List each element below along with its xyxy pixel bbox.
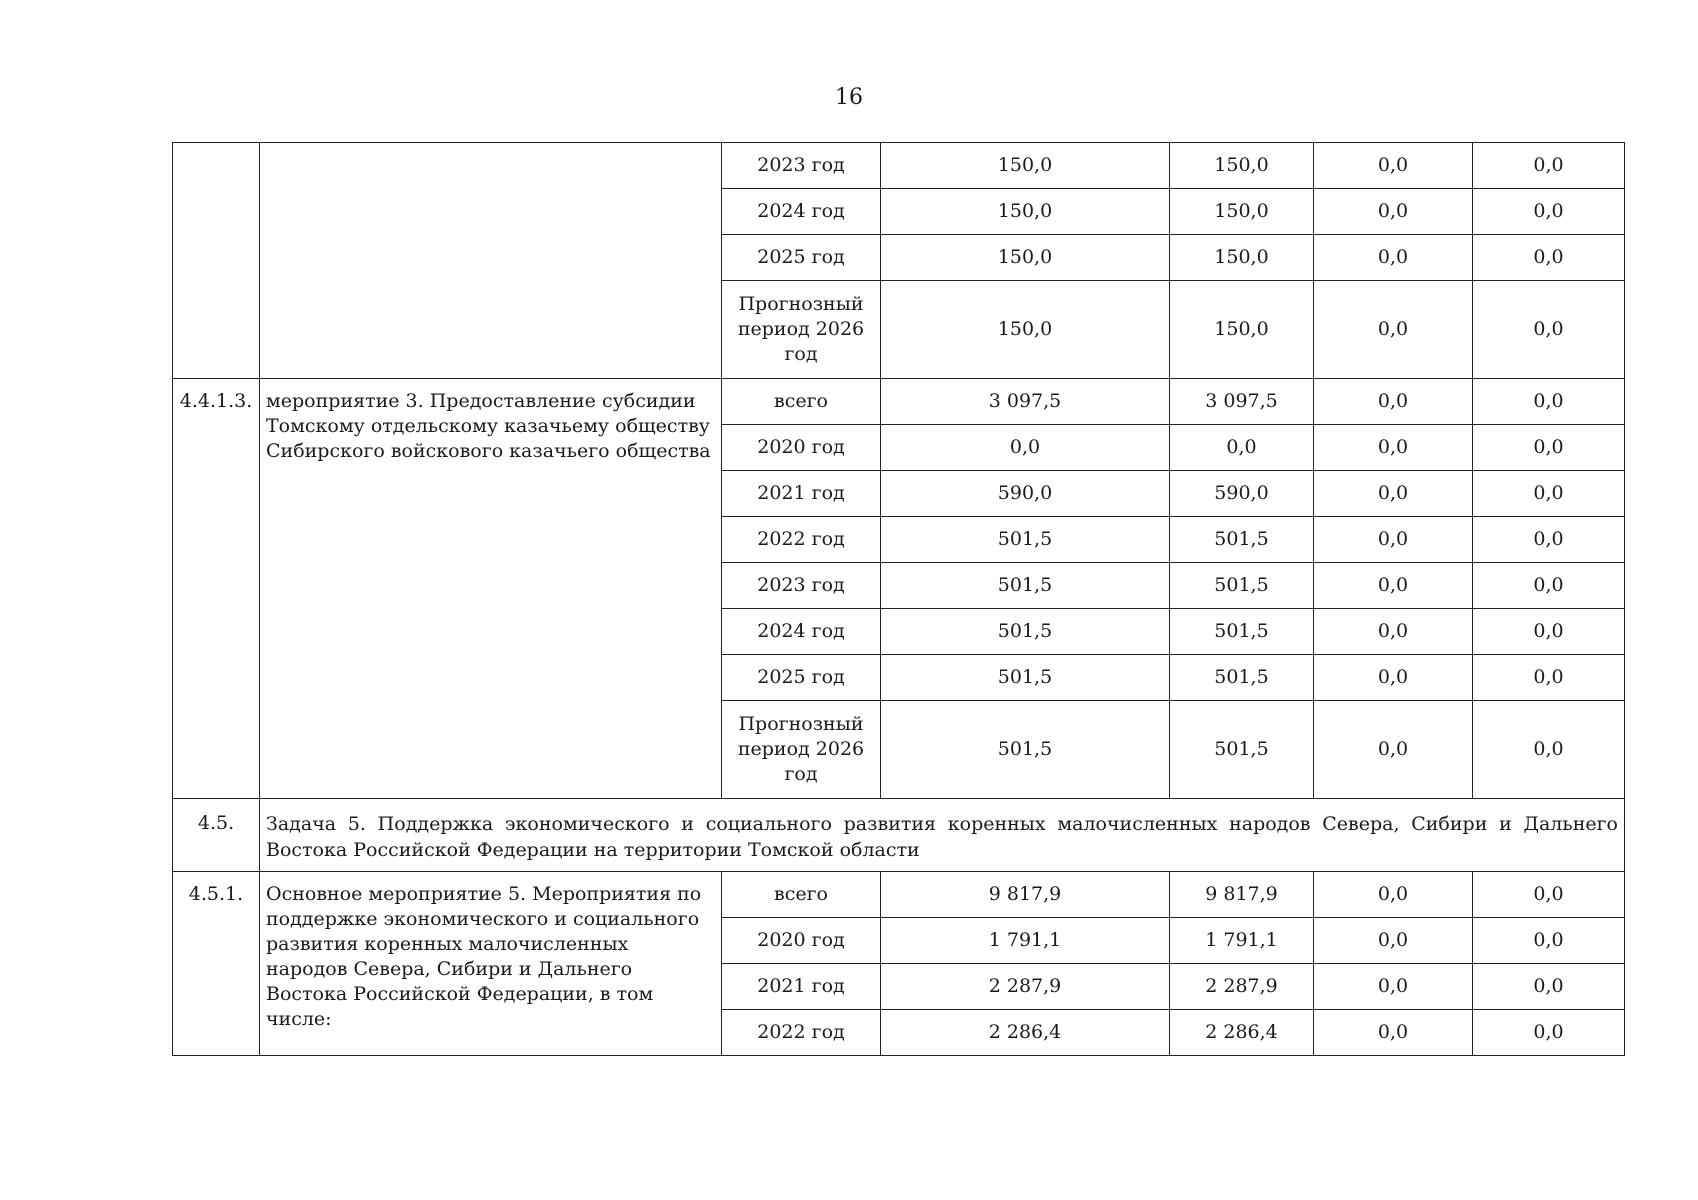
value-cell: 0,0 [1314,701,1473,799]
total-cell: 2 286,4 [881,1010,1170,1056]
period-cell: 2022 год [722,517,881,563]
item-number: 4.5.1. [173,872,260,1056]
table-row [173,379,1625,425]
value-cell: 150,0 [1170,235,1314,281]
total-cell: 501,5 [881,655,1170,701]
period-cell: 2023 год [722,143,881,189]
value-cell: 501,5 [1170,655,1314,701]
value-cell: 150,0 [1170,189,1314,235]
value-cell: 0,0 [1314,918,1473,964]
task-title: Задача 5. Поддержка экономического и социального развития коренных малочисленных народов Севера, Сибири и Дальнего Востока Российской Федерации на территории Томской области [260,799,1625,872]
program-financing-table [172,142,1625,1056]
table-body [173,143,1625,1056]
value-cell: 501,5 [1170,563,1314,609]
period-cell: всего [722,872,881,918]
period-cell: 2021 год [722,471,881,517]
value-cell: 0,0 [1314,1010,1473,1056]
value-cell: 0,0 [1473,471,1625,517]
value-cell: 0,0 [1314,143,1473,189]
value-cell: 1 791,1 [1170,918,1314,964]
value-cell: 0,0 [1314,563,1473,609]
value-cell: 0,0 [1314,235,1473,281]
value-cell: 0,0 [1473,189,1625,235]
value-cell: 0,0 [1473,379,1625,425]
task-number: 4.5. [173,799,260,872]
total-cell: 150,0 [881,189,1170,235]
table-row-task [173,799,1625,872]
total-cell: 501,5 [881,563,1170,609]
period-cell: Прогнозный период 2026 год [722,281,881,379]
value-cell: 0,0 [1473,655,1625,701]
total-cell: 3 097,5 [881,379,1170,425]
value-cell: 0,0 [1473,235,1625,281]
period-cell: 2024 год [722,189,881,235]
item-name: Основное мероприятие 5. Мероприятия по поддержке экономического и социального развития коренных малочисленных народов Севера, Сибири и Дальнего Востока Российской Федерации, в том числе: [260,872,722,1056]
value-cell: 501,5 [1170,701,1314,799]
value-cell: 0,0 [1314,872,1473,918]
item-number: 4.4.1.3. [173,379,260,799]
value-cell: 0,0 [1473,964,1625,1010]
value-cell: 0,0 [1314,517,1473,563]
value-cell: 0,0 [1314,379,1473,425]
period-cell: Прогнозный период 2026 год [722,701,881,799]
value-cell: 0,0 [1473,563,1625,609]
value-cell: 590,0 [1170,471,1314,517]
table-row [173,872,1625,918]
value-cell: 0,0 [1473,143,1625,189]
value-cell: 501,5 [1170,609,1314,655]
period-cell: 2025 год [722,655,881,701]
total-cell: 0,0 [881,425,1170,471]
value-cell: 0,0 [1314,964,1473,1010]
total-cell: 1 791,1 [881,918,1170,964]
value-cell: 0,0 [1473,701,1625,799]
value-cell: 0,0 [1473,425,1625,471]
total-cell: 150,0 [881,143,1170,189]
item-number [173,143,260,379]
value-cell: 3 097,5 [1170,379,1314,425]
value-cell: 150,0 [1170,143,1314,189]
value-cell: 0,0 [1473,281,1625,379]
item-name [260,143,722,379]
total-cell: 9 817,9 [881,872,1170,918]
value-cell: 0,0 [1314,281,1473,379]
total-cell: 2 287,9 [881,964,1170,1010]
page-number: 16 [835,85,863,110]
value-cell: 0,0 [1473,517,1625,563]
period-cell: 2022 год [722,1010,881,1056]
period-cell: 2024 год [722,609,881,655]
value-cell: 2 287,9 [1170,964,1314,1010]
period-cell: 2025 год [722,235,881,281]
table-row [173,143,1625,189]
period-cell: 2020 год [722,425,881,471]
total-cell: 501,5 [881,517,1170,563]
value-cell: 0,0 [1170,425,1314,471]
total-cell: 501,5 [881,701,1170,799]
value-cell: 501,5 [1170,517,1314,563]
period-cell: 2021 год [722,964,881,1010]
period-cell: 2023 год [722,563,881,609]
value-cell: 0,0 [1314,609,1473,655]
total-cell: 150,0 [881,281,1170,379]
total-cell: 501,5 [881,609,1170,655]
value-cell: 0,0 [1314,189,1473,235]
item-name: мероприятие 3. Предоставление субсидии Томскому отдельскому казачьему обществу Сибирского войскового казачьего общества [260,379,722,799]
value-cell: 0,0 [1473,1010,1625,1056]
value-cell: 0,0 [1473,918,1625,964]
value-cell: 150,0 [1170,281,1314,379]
value-cell: 0,0 [1314,655,1473,701]
total-cell: 150,0 [881,235,1170,281]
value-cell: 0,0 [1314,425,1473,471]
value-cell: 0,0 [1314,471,1473,517]
value-cell: 0,0 [1473,609,1625,655]
period-cell: 2020 год [722,918,881,964]
value-cell: 2 286,4 [1170,1010,1314,1056]
value-cell: 0,0 [1473,872,1625,918]
value-cell: 9 817,9 [1170,872,1314,918]
period-cell: всего [722,379,881,425]
total-cell: 590,0 [881,471,1170,517]
